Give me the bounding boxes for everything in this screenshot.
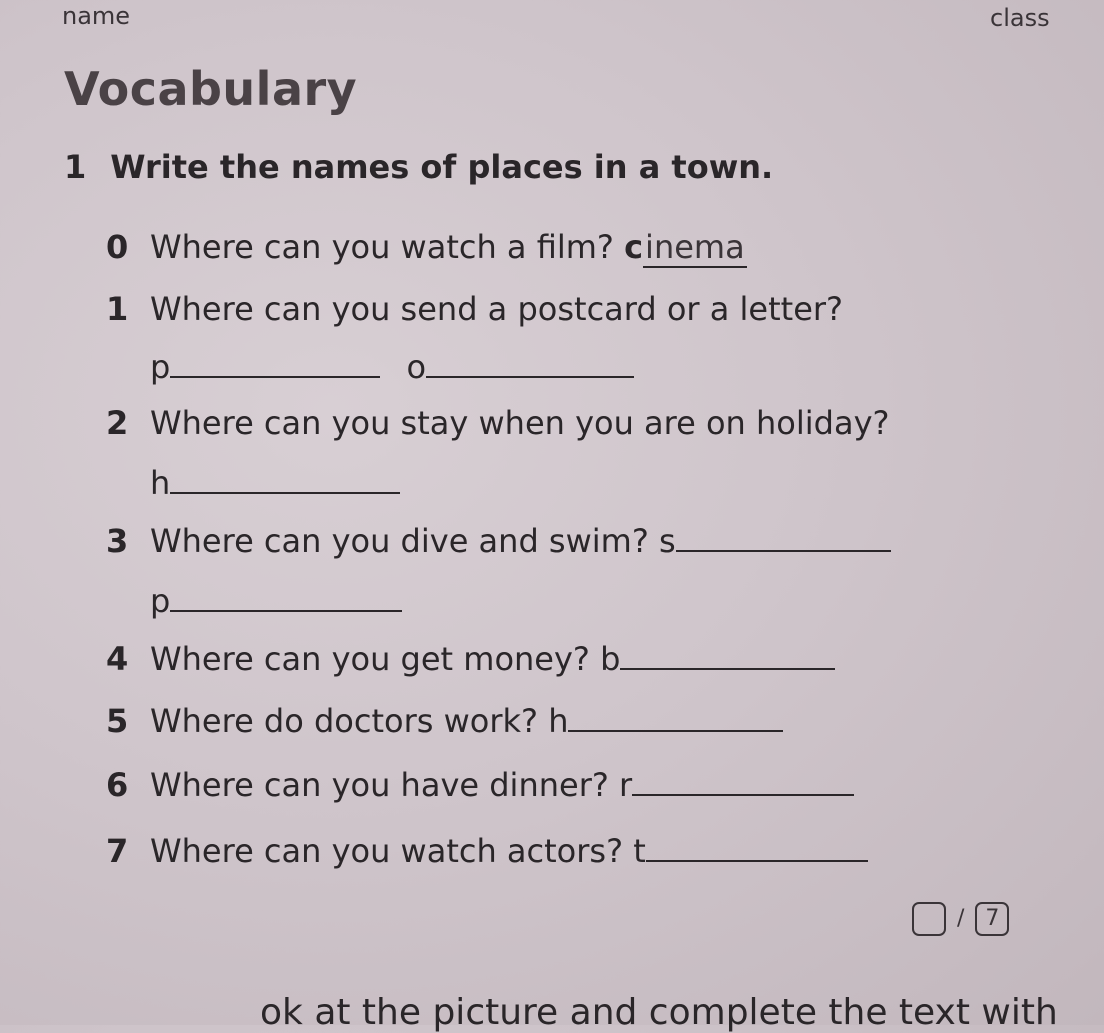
question-text: Where can you send a postcard or a letter? <box>150 290 844 328</box>
score-box <box>912 902 1009 936</box>
section-title: Vocabulary <box>64 62 358 116</box>
answer-line-1[interactable] <box>150 348 634 386</box>
instruction-text: Write the names of places in a town. <box>110 148 774 186</box>
answer-prompt: t <box>633 832 646 870</box>
question-text: Where can you watch a film? <box>150 228 614 266</box>
name-label: name <box>62 2 131 30</box>
question-text: Where can you stay when you are on holiday? <box>150 404 890 442</box>
question-number: 0 <box>106 228 129 266</box>
hint-letter: o <box>406 348 427 386</box>
answer-line-2[interactable] <box>150 464 400 502</box>
question-number: 7 <box>106 832 129 870</box>
answer-blank[interactable] <box>646 859 868 862</box>
example-answer: inema <box>645 228 745 266</box>
score-total: 7 <box>975 902 1009 936</box>
exercise-number: 1 <box>64 148 87 186</box>
question-number: 3 <box>106 522 129 560</box>
question-text: Where can you dive and swim? <box>150 522 649 560</box>
class-label: class <box>990 4 1050 32</box>
question-text: Where can you have dinner? <box>150 766 609 804</box>
answer-blank[interactable] <box>676 549 891 552</box>
question-2 <box>106 404 889 442</box>
answer-prompt: r <box>619 766 633 804</box>
next-exercise-partial: ok at the picture and complete the text with <box>260 992 1058 1033</box>
score-separator: / <box>957 906 965 931</box>
question-text: Where do doctors work? <box>150 702 539 740</box>
answer-blank[interactable] <box>170 491 400 494</box>
answer-blank[interactable] <box>568 729 783 732</box>
answer-prompt: s <box>658 522 676 560</box>
answer-blank[interactable] <box>620 667 835 670</box>
answer-blank[interactable] <box>632 793 854 796</box>
question-number: 6 <box>106 766 129 804</box>
question-number: 5 <box>106 702 129 740</box>
hint-letter: p <box>150 348 171 386</box>
question-text: Where can you get money? <box>150 640 590 678</box>
answer-blank[interactable] <box>170 609 402 612</box>
question-0 <box>106 228 747 266</box>
question-number: 4 <box>106 640 129 678</box>
exercise-instruction <box>64 148 773 186</box>
hint-letter: h <box>150 464 171 502</box>
answer-prompt: c <box>624 228 644 266</box>
answer-line-3[interactable] <box>150 582 402 620</box>
question-number: 2 <box>106 404 129 442</box>
answer-blank[interactable] <box>170 375 380 378</box>
question-5 <box>106 702 783 740</box>
answer-prompt: h <box>548 702 569 740</box>
question-7 <box>106 832 868 870</box>
hint-letter: p <box>150 582 171 620</box>
question-6 <box>106 766 854 804</box>
question-number: 1 <box>106 290 129 328</box>
question-4 <box>106 640 835 678</box>
question-text: Where can you watch actors? <box>150 832 624 870</box>
answer-prompt: b <box>600 640 621 678</box>
question-1 <box>106 290 843 328</box>
answer-blank[interactable] <box>426 375 634 378</box>
score-input-box[interactable] <box>912 902 946 936</box>
question-3 <box>106 522 891 560</box>
